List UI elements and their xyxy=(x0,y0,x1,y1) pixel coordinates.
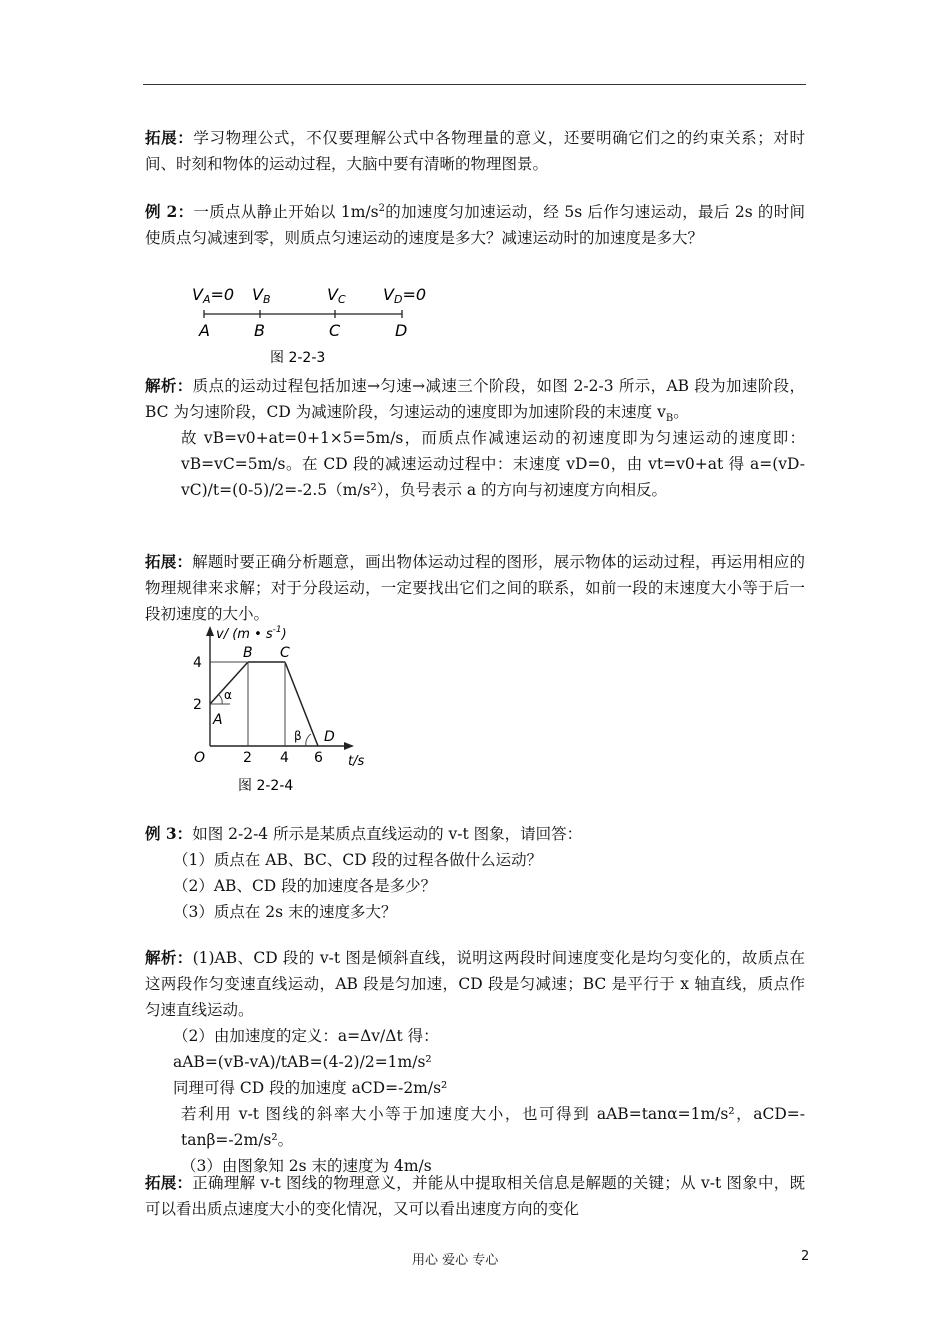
extension-label: 拓展： xyxy=(145,552,193,571)
extension-text: 解题时要正确分析题意，画出物体运动过程的图形，展示物体的运动过程，再运用相应的物理规律来求解；对于分段运动，一定要找出它们之间的联系，如前一段的末速度大小等于后一段初速度的大小。 xyxy=(145,553,805,623)
question-2: （2）AB、CD 段的加速度各是多少？ xyxy=(173,877,437,895)
solution-line-5: 若利用 v-t 图线的斜率大小等于加速度大小，也可得到 aAB=tanα=1m/s²，aCD=-tanβ=-2m/s²。 xyxy=(181,1105,805,1149)
extension-label: 拓展： xyxy=(145,1173,193,1192)
angle-alpha: α xyxy=(224,688,232,702)
label-va: VA=0 xyxy=(192,285,235,306)
point-d: D xyxy=(324,729,335,745)
figure-2-2-3 xyxy=(190,282,430,370)
solution-line-4: 同理可得 CD 段的加速度 aCD=-2m/s² xyxy=(173,1079,448,1097)
point-a: A xyxy=(199,321,210,340)
angle-beta: β xyxy=(294,729,302,743)
solution-label: 解析： xyxy=(145,376,193,395)
extension-text: 学习物理公式，不仅要理解公式中各物理量的意义，还要明确它们之的约束关系；对时间、时刻和物体的运动过程，大脑中要有清晰的物理图景。 xyxy=(145,129,805,173)
extension-label: 拓展： xyxy=(145,128,194,147)
point-b: B xyxy=(254,321,265,340)
extension-1 xyxy=(145,125,805,177)
example-text: 如图 2-2-4 所示是某质点直线运动的 v-t 图象，请回答： xyxy=(192,825,583,843)
label-vc: VC xyxy=(327,285,346,306)
x-tick-2: 2 xyxy=(243,750,252,766)
extension-2 xyxy=(145,549,805,627)
example-2 xyxy=(145,199,805,251)
point-a: A xyxy=(213,712,223,728)
example-3 xyxy=(145,821,805,925)
solution-3 xyxy=(145,945,805,1179)
label-vd: VD=0 xyxy=(383,285,427,306)
solution-2 xyxy=(145,373,805,503)
figure-2-2-4 xyxy=(190,624,380,800)
y-axis-label: v/ (m • $s^{-1}$) xyxy=(216,625,287,642)
solution-line-6: （3）由图象知 2s 末的速度为 4m/s xyxy=(181,1157,432,1175)
y-tick-2: 2 xyxy=(193,697,202,713)
solution-line-2: （2）由加速度的定义：a=Δv/Δt 得： xyxy=(173,1027,439,1045)
figure-caption: 图 2-2-4 xyxy=(238,778,294,794)
solution-line-1-end: 。 xyxy=(673,403,689,421)
solution-label: 解析： xyxy=(145,948,193,967)
extension-3 xyxy=(145,1170,805,1222)
solution-line-1: (1)AB、CD 段的 v-t 图是倾斜直线，说明这两段时间速度变化是均匀变化的，故质点在这两段作匀变速直线运动，AB 段是匀加速，CD 段是匀减速；BC 是平行于 x 轴直线，质点作匀速直线运动。 xyxy=(145,949,805,1019)
example-text-b: 的加速度匀加速运动，经 5s 后作匀速运动，最后 2s 的时间使质点匀减速到零，则质点匀速运动的速度是多大？减速运动时的加速度是多大？ xyxy=(145,203,806,247)
example-sup: 2 xyxy=(378,202,385,214)
y-tick-4: 4 xyxy=(193,655,202,671)
header-rule xyxy=(143,84,806,85)
point-c: C xyxy=(280,645,290,661)
page-number: 2 xyxy=(801,1249,810,1264)
origin-label: O xyxy=(194,750,206,766)
figure-caption: 图 2-2-3 xyxy=(270,350,326,366)
x-axis-label: t/s xyxy=(348,754,365,769)
solution-line-2: 故 vB=v0+at=0+1×5=5m/s，而质点作减速运动的初速度即为匀速运动的速度即：vB=vC=5m/s。在 CD 段的减速运动过程中：末速度 vD=0，由 vt=v0+at 得 a=(vD-vC)/t=(0-5)/2=-2.5（m/s²），负号表示 a 的方向与初速度方向相反。 xyxy=(181,429,805,499)
solution-line-1: 质点的运动过程包括加速→匀速→减速三个阶段，如图 2-2-3 所示，AB 段为加速阶段，BC 为匀速阶段，CD 为减速阶段，匀速运动的速度即为加速阶段的末速度 v xyxy=(145,377,805,421)
point-d: D xyxy=(395,321,408,340)
solution-sub: B xyxy=(665,413,674,425)
label-vb: VB xyxy=(252,285,271,306)
point-c: C xyxy=(329,321,341,340)
x-tick-6: 6 xyxy=(314,750,323,766)
point-b: B xyxy=(243,645,253,661)
example-label: 例 2： xyxy=(145,202,194,221)
example-label: 例 3： xyxy=(145,824,193,843)
question-3: （3）质点在 2s 末的速度多大？ xyxy=(173,903,397,921)
extension-text: 正确理解 v-t 图线的物理意义，并能从中提取相关信息是解题的关键；从 v-t 图象中，既可以看出质点速度大小的变化情况，又可以看出速度方向的变化 xyxy=(145,1174,805,1218)
example-text-a: 一质点从静止开始以 1m/s xyxy=(193,203,379,221)
solution-line-3: aAB=(vB-vA)/tAB=(4-2)/2=1m/s² xyxy=(173,1053,432,1071)
footer-motto: 用心 爱心 专心 xyxy=(412,1253,499,1268)
x-tick-4: 4 xyxy=(280,750,289,766)
question-1: （1）质点在 AB、BC、CD 段的过程各做什么运动？ xyxy=(173,851,543,869)
